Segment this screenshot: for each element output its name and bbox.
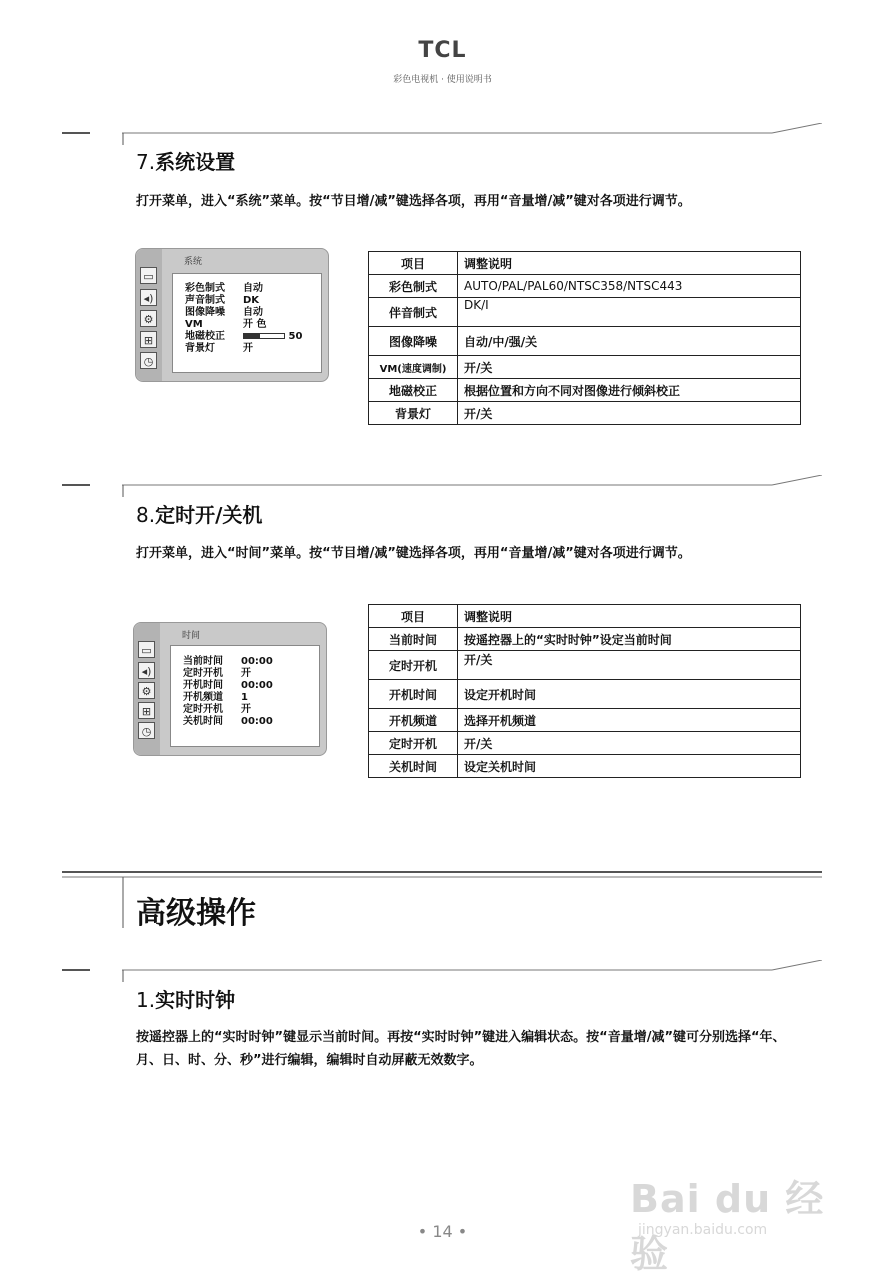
header-subtitle: 彩色电视机 · 使用说明书 <box>393 75 492 85</box>
osd-row-value: 开 色 <box>243 319 267 330</box>
osd-row-label: 声音制式 <box>185 295 225 306</box>
tv-icon: ▭ <box>140 267 157 284</box>
table-cell: 定时开机 <box>369 651 458 680</box>
tv-icon: ▭ <box>138 641 155 658</box>
osd-row <box>185 343 253 354</box>
table-cell: 开/关 <box>458 356 801 379</box>
osd-row-value: 00:00 <box>241 656 273 667</box>
osd-row <box>183 716 273 727</box>
clock-icon: ◷ <box>138 722 155 739</box>
osd-title: 系统 <box>184 257 203 267</box>
osd-row-label: 定时开机 <box>183 704 223 715</box>
table-cell: 开机频道 <box>369 709 458 732</box>
gear-icon: ⚙ <box>140 310 157 327</box>
osd-row-value: DK <box>243 295 260 306</box>
osd-row-label: 地磁校正 <box>185 331 225 342</box>
osd-row <box>185 331 302 342</box>
osd-row-label: 当前时间 <box>183 656 223 667</box>
table-row <box>369 755 801 778</box>
section-number: 1. <box>136 988 156 1012</box>
osd-row-value: 50 <box>288 331 303 342</box>
osd-row-value: 1 <box>241 692 248 703</box>
table-cell: 自动/中/强/关 <box>458 327 801 356</box>
speaker-icon: ◂) <box>140 289 157 306</box>
table-cell: 设定关机时间 <box>458 755 801 778</box>
watermark-logo: Bai du 经验 <box>630 1177 825 1276</box>
osd-panel <box>172 273 322 373</box>
page-number: • 14 • <box>417 1222 468 1241</box>
table-cell: 选择开机频道 <box>458 709 801 732</box>
gear-icon: ⚙ <box>138 682 155 699</box>
osd-row-label: 背景灯 <box>185 343 215 354</box>
osd-row-label: 开机时间 <box>183 680 223 691</box>
section-title-text: 定时开/关机 <box>155 503 263 527</box>
watermark-url: jingyan.baidu.com <box>638 1222 768 1238</box>
clock-icon: ◷ <box>140 352 157 369</box>
speaker-icon: ◂) <box>138 662 155 679</box>
table-row <box>369 628 801 651</box>
table-row <box>369 298 801 327</box>
osd-row <box>183 692 248 703</box>
table-row <box>369 651 801 680</box>
table-cell: 根据位置和方向不同对图像进行倾斜校正 <box>458 379 801 402</box>
table-cell: 伴音制式 <box>369 298 458 327</box>
osd-row-label: 图像降噪 <box>185 307 225 318</box>
table-row <box>369 732 801 755</box>
table-cell: 开机时间 <box>369 680 458 709</box>
section-paragraph: 打开菜单，进入“系统”菜单。按“节目增/减”键选择各项，再用“音量增/减”键对各项进行调节。 <box>136 194 691 209</box>
osd-row <box>185 307 263 318</box>
table-cell: 图像降噪 <box>369 327 458 356</box>
slider-track <box>243 333 285 339</box>
system-settings-table <box>368 251 801 425</box>
table-header-cell: 项目 <box>369 252 458 275</box>
table-header-row <box>369 605 801 628</box>
table-cell: 彩色制式 <box>369 275 458 298</box>
osd-row <box>185 295 259 306</box>
osd-row-label: 关机时间 <box>183 716 223 727</box>
section-divider <box>62 960 822 982</box>
osd-row <box>183 668 251 679</box>
table-header-row <box>369 252 801 275</box>
table-row <box>369 402 801 425</box>
table-cell: 当前时间 <box>369 628 458 651</box>
section-title-timer <box>136 499 262 528</box>
grid-icon: ⊞ <box>140 331 157 348</box>
table-cell: 背景灯 <box>369 402 458 425</box>
table-row <box>369 379 801 402</box>
table-cell: 开/关 <box>458 402 801 425</box>
osd-row-label: 开机频道 <box>183 692 223 703</box>
table-cell: 关机时间 <box>369 755 458 778</box>
table-cell: 设定开机时间 <box>458 680 801 709</box>
osd-row <box>183 656 273 667</box>
table-cell: VM(速度调制) <box>369 356 458 379</box>
table-cell: 地磁校正 <box>369 379 458 402</box>
table-header-cell: 项目 <box>369 605 458 628</box>
grid-icon: ⊞ <box>138 702 155 719</box>
table-cell: AUTO/PAL/PAL60/NTSC358/NTSC443 <box>458 275 801 298</box>
section-paragraph: 打开菜单，进入“时间”菜单。按“节目增/减”键选择各项，再用“音量增/减”键对各项进行调节。 <box>136 546 691 561</box>
table-row <box>369 356 801 379</box>
osd-row-value: 自动 <box>243 307 263 318</box>
osd-row <box>185 283 263 294</box>
section-divider <box>62 123 822 145</box>
chapter-title: 高级操作 <box>136 896 256 931</box>
osd-system-menu <box>135 248 329 382</box>
osd-row-label: VM <box>185 319 203 330</box>
osd-title: 时间 <box>182 631 201 641</box>
table-row <box>369 709 801 732</box>
section-paragraph: 按遥控器上的“实时时钟”键显示当前时间。再按“实时时钟”键进入编辑状态。按“音量增/减”键可分别选择“年、月、日、时、分、秒”进行编辑，编辑时自动屏蔽无效数字。 <box>136 1030 786 1068</box>
timer-settings-table <box>368 604 801 778</box>
table-row <box>369 275 801 298</box>
table-cell: 开/关 <box>458 651 801 680</box>
section-title-system <box>136 146 235 175</box>
table-row <box>369 327 801 356</box>
table-cell: 按遥控器上的“实时时钟”设定当前时间 <box>458 628 801 651</box>
table-cell: 定时开机 <box>369 732 458 755</box>
osd-time-menu <box>133 622 327 756</box>
osd-row-label: 定时开机 <box>183 668 223 679</box>
section-title-clock <box>136 984 235 1013</box>
table-header-cell: 调整说明 <box>458 252 801 275</box>
table-cell: DK/I <box>458 298 801 327</box>
osd-row <box>183 680 273 691</box>
brand-logo: TCL <box>418 38 467 63</box>
osd-row-value: 开 <box>243 343 253 354</box>
osd-row-value: 00:00 <box>241 680 273 691</box>
table-row <box>369 680 801 709</box>
section-title-text: 实时时钟 <box>155 988 236 1012</box>
section-divider <box>62 475 822 497</box>
section-title-text: 系统设置 <box>155 150 236 174</box>
osd-row-label: 彩色制式 <box>185 283 225 294</box>
osd-row-value: 自动 <box>243 283 263 294</box>
section-number: 7. <box>136 150 156 174</box>
table-header-cell: 调整说明 <box>458 605 801 628</box>
section-number: 8. <box>136 503 156 527</box>
osd-row <box>185 319 266 330</box>
osd-panel <box>170 645 320 747</box>
table-cell: 开/关 <box>458 732 801 755</box>
slider-fill <box>244 334 260 338</box>
osd-row-value: 开 <box>241 668 251 679</box>
osd-row-value: 开 <box>241 704 251 715</box>
osd-row-value: 00:00 <box>241 716 273 727</box>
osd-row <box>183 704 251 715</box>
